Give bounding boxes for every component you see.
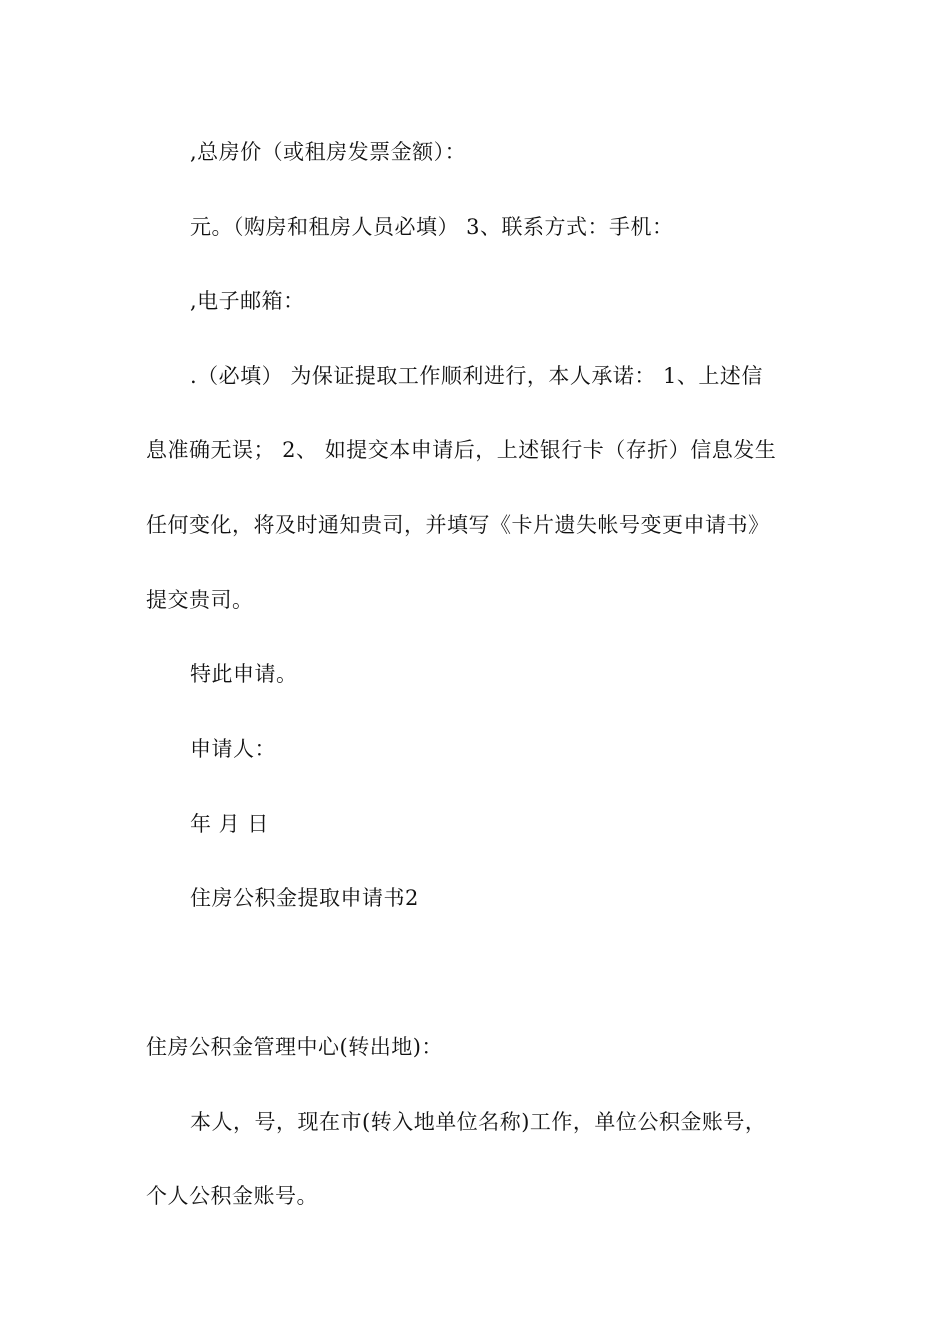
text-line-date: 年 月 日 <box>190 812 269 836</box>
text-line-house-price: ,总房价（或租房发票金额）： <box>190 140 467 164</box>
text-line-promise-continued: 息准确无误； 2、 如提交本申请后，上述银行卡（存折）信息发生 <box>146 438 777 462</box>
text-line-submit: 提交贵司。 <box>146 588 254 612</box>
text-line-email: ,电子邮箱： <box>190 289 305 313</box>
text-line-hereby-apply: 特此申请。 <box>190 662 298 686</box>
text-line-applicant: 申请人： <box>190 737 276 761</box>
text-line-employment: 本人，号，现在市(转入地单位名称)工作，单位公积金账号， <box>190 1110 767 1134</box>
text-line-personal-account: 个人公积金账号。 <box>146 1184 318 1208</box>
section-title: 住房公积金提取申请书2 <box>190 886 419 910</box>
text-line-promise-start: .（必填） 为保证提取工作顺利进行，本人承诺： 1、上述信 <box>190 364 763 388</box>
text-line-notify-change: 任何变化，将及时通知贵司，并填写《卡片遗失帐号变更申请书》 <box>146 513 770 537</box>
recipient-line: 住房公积金管理中心(转出地)： <box>146 1035 443 1059</box>
text-line-contact-phone: 元。（购房和租房人员必填） 3、联系方式：手机： <box>190 215 674 239</box>
